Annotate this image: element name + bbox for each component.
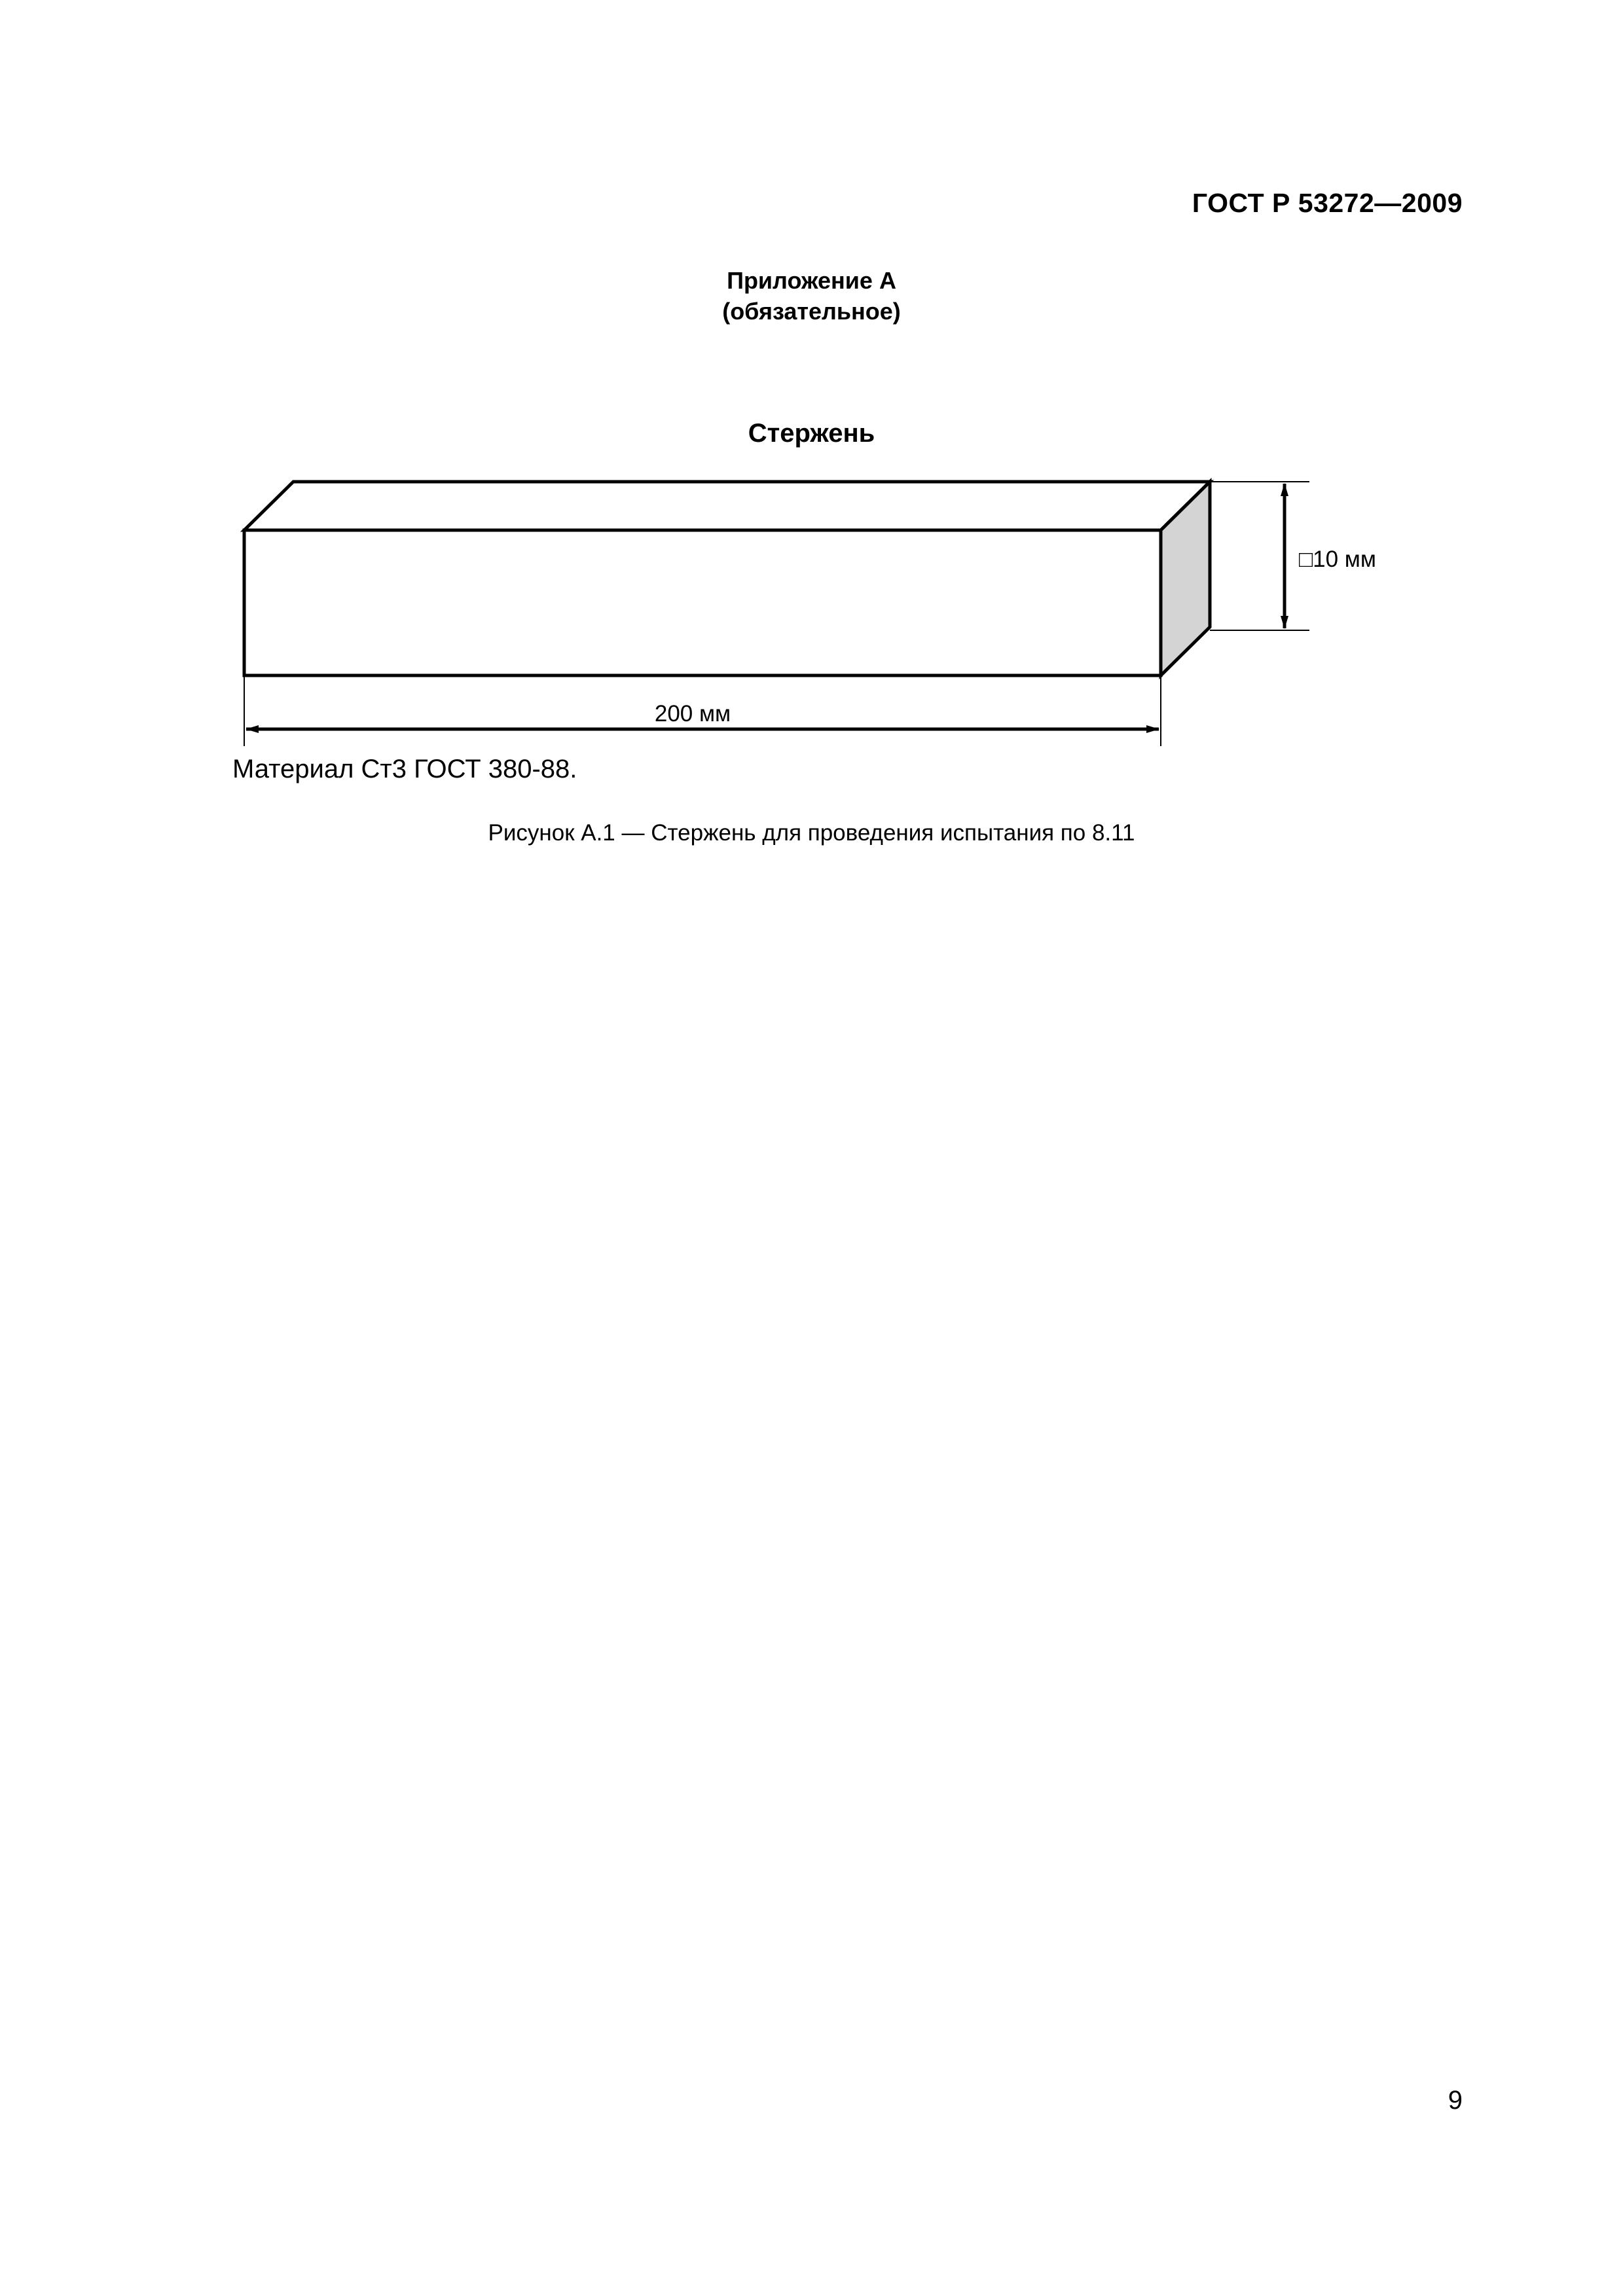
figure-title: Стержень: [748, 419, 875, 448]
document-code: ГОСТ Р 53272—2009: [1192, 188, 1463, 218]
appendix-title: Приложение А: [727, 267, 896, 294]
length-dimension-label: 200 мм: [654, 701, 731, 726]
material-note: Материал Ст3 ГОСТ 380-88.: [232, 755, 577, 783]
page-number: 9: [1448, 2086, 1463, 2115]
appendix-status: (обязательное): [722, 298, 901, 325]
figure-caption: Рисунок А.1 — Стержень для проведения испытания по 8.11: [488, 820, 1135, 846]
rod-front-face: [244, 530, 1161, 675]
rod-top-face: [244, 482, 1210, 530]
cross-section-dimension-label: □10 мм: [1299, 547, 1376, 572]
